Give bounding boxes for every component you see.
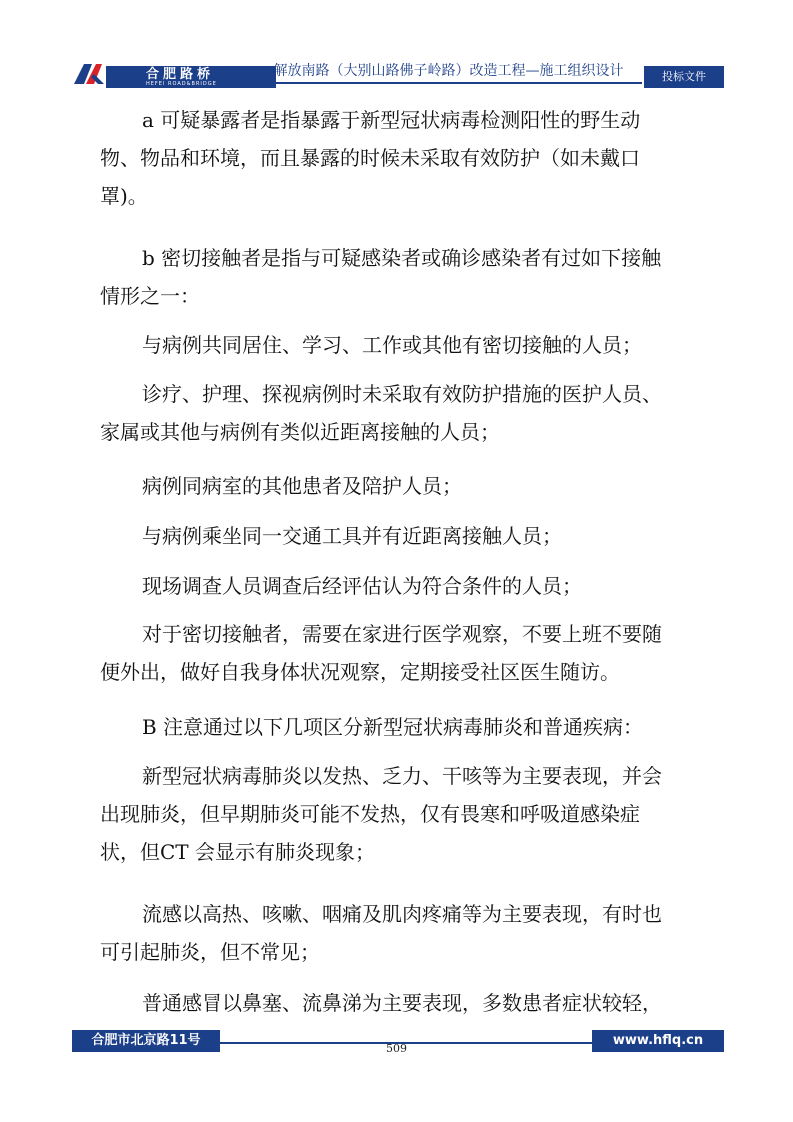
text-line: 流感以高热、咳嗽、咽痛及肌肉疼痛等为主要表现，有时也	[142, 902, 662, 926]
text-line: 物、物品和环境，而且暴露的时候未采取有效防护（如未戴口	[100, 146, 640, 170]
text-line: 与病例共同居住、学习、工作或其他有密切接触的人员；	[142, 333, 642, 357]
text-line: 可引起肺炎，但不常见；	[100, 940, 320, 964]
document-type-badge: 投标文件	[644, 66, 724, 88]
text-line: 病例同病室的其他患者及陪护人员；	[142, 474, 462, 498]
text-line: 现场调查人员调查后经评估认为符合条件的人员；	[142, 574, 582, 598]
text-line: 新型冠状病毒肺炎以发热、乏力、干咳等为主要表现，并会	[142, 764, 662, 788]
header-divider	[276, 82, 642, 84]
text-line: a 可疑暴露者是指暴露于新型冠状病毒检测阳性的野生动	[142, 108, 641, 132]
text-line: 出现肺炎，但早期肺炎可能不发热，仅有畏寒和呼吸道感染症	[100, 802, 640, 826]
company-address: 合肥市北京路11号	[72, 1030, 220, 1052]
page-header	[72, 60, 724, 88]
text-line: 与病例乘坐同一交通工具并有近距离接触人员；	[142, 524, 562, 548]
paragraph-distinguish	[100, 717, 643, 737]
text-line: 便外出，做好自我身体状况观察，定期接受社区医生随访。	[100, 660, 620, 684]
text-line: 对于密切接触者，需要在家进行医学观察，不要上班不要随	[142, 622, 662, 646]
logo-banner	[106, 66, 276, 88]
text-line: 情形之一：	[100, 284, 200, 308]
text-line: B 注意通过以下几项区分新型冠状病毒肺炎和普通疾病：	[142, 715, 644, 739]
text-line: 诊疗、护理、探视病例时未采取有效防护措施的医护人员、	[142, 382, 662, 406]
paragraph-close-contact	[100, 248, 661, 306]
paragraph-covid-symptoms	[100, 766, 662, 862]
paragraph-home-observation	[100, 624, 662, 682]
paragraph-investigators	[100, 576, 582, 596]
text-line: 状，但CT 会显示有肺炎现象；	[100, 840, 375, 864]
text-line: 家属或其他与病例有类似近距离接触的人员；	[100, 420, 500, 444]
company-website: www.hflq.cn	[592, 1030, 724, 1052]
paragraph-transport	[100, 526, 562, 546]
paragraph-cohabitant	[100, 335, 642, 355]
paragraph-suspected-exposure	[100, 110, 640, 206]
document-title: 解放南路（大别山路佛子岭路）改造工程—施工组织设计	[273, 63, 624, 79]
logo-english-name: HEFEI ROAD&BRIDGE	[146, 81, 217, 87]
paragraph-cold-symptoms	[100, 993, 662, 1013]
text-line: 罩)。	[100, 184, 148, 208]
logo-chinese-name: 合肥路桥	[146, 67, 215, 82]
company-logo-icon	[72, 62, 106, 86]
paragraph-medical-staff	[100, 384, 662, 442]
page-number: 509	[386, 1042, 407, 1055]
paragraph-ward-patients	[100, 476, 462, 496]
text-line: 普通感冒以鼻塞、流鼻涕为主要表现，多数患者症状较轻，	[142, 991, 662, 1015]
paragraph-flu-symptoms	[100, 904, 662, 962]
text-line: b 密切接触者是指与可疑感染者或确诊感染者有过如下接触	[142, 246, 662, 270]
